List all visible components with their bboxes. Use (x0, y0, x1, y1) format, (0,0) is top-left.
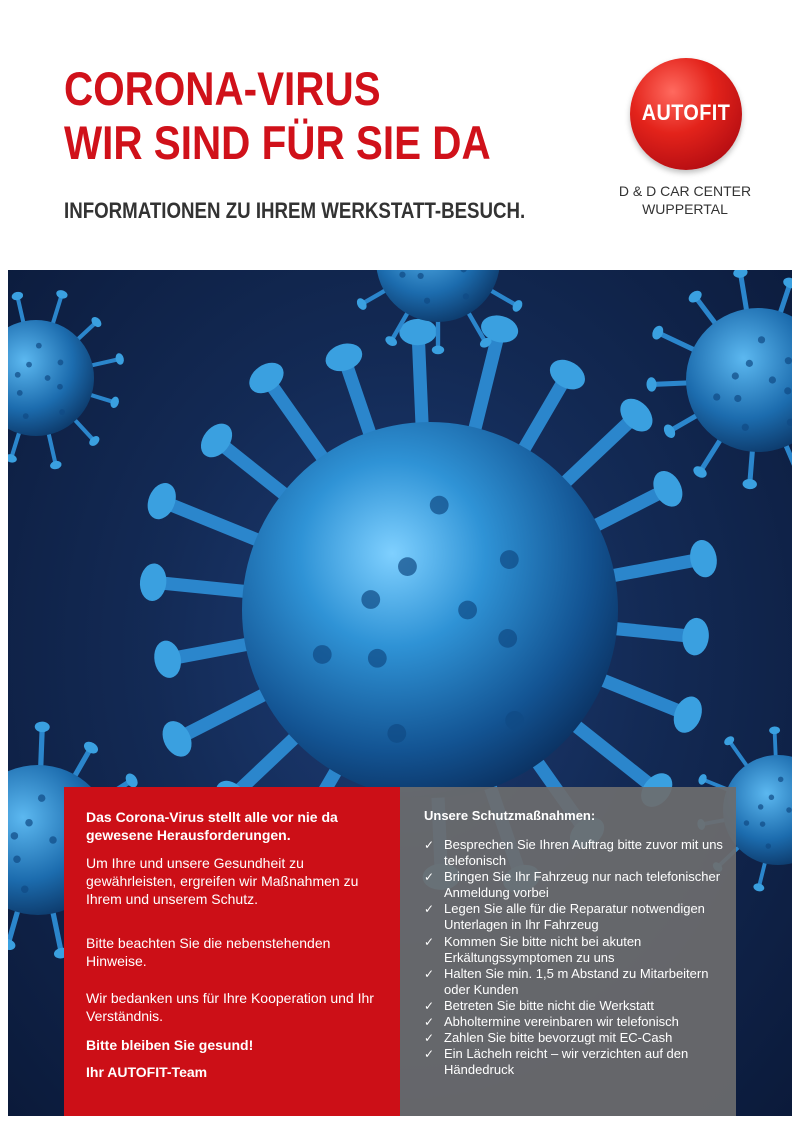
virus-surface-spot (463, 293, 469, 299)
check-icon: ✓ (424, 870, 435, 885)
virus-spike-tip (742, 478, 757, 489)
headline-line-2: WIR SIND FÜR SIE DA (64, 116, 491, 169)
virus-surface-spot (505, 711, 524, 730)
measure-item: ✓ Abholtermine vereinbaren wir telefonisch (424, 1014, 679, 1030)
virus-body (242, 422, 618, 798)
virus-spike (784, 441, 792, 482)
virus-surface-spot (769, 376, 776, 383)
virus-spike-tip (109, 396, 120, 409)
car-center-line-1: D & D CAR CENTER (618, 183, 752, 199)
virus-spike-tip (753, 882, 766, 892)
headline (64, 62, 491, 170)
virus-spike (600, 559, 703, 578)
virus-surface-spot (26, 362, 32, 368)
virus-spike-tip (769, 726, 780, 734)
virus-spike (88, 359, 120, 366)
car-center-name (600, 182, 770, 218)
virus-spike-tip (82, 739, 100, 756)
virus-spike-tip (384, 334, 399, 348)
virus-spike-tip (35, 721, 50, 732)
signature: Ihr AUTOFIT-Team (86, 1064, 208, 1080)
virus-spike-tip (55, 289, 68, 300)
virus-surface-spot (758, 804, 764, 810)
virus-surface-spot (387, 724, 406, 743)
virus-spike (266, 378, 330, 469)
virus-spike-tip (697, 773, 708, 786)
virus-surface-spot (11, 832, 18, 840)
virus-surface-spot (36, 343, 42, 349)
virus-spike (565, 718, 656, 790)
measure-item: ✓ Bringen Sie Ihr Fahrzeug nur nach telefonischer Anmeldung vorbei (424, 869, 721, 901)
virus-surface-spot (430, 496, 449, 515)
virus-spike-tip (432, 346, 444, 355)
virus-surface-spot (418, 273, 424, 279)
virus-surface-spot (23, 413, 29, 419)
virus-spike (590, 675, 688, 715)
virus-top-right (646, 270, 792, 490)
virus-surface-spot (15, 372, 21, 378)
virus-surface-spot (25, 819, 33, 827)
virus-spike (177, 689, 276, 739)
check-icon: ✓ (424, 902, 435, 917)
headline-line-1: CORONA-VIRUS (64, 62, 381, 115)
check-icon: ✓ (424, 1047, 435, 1062)
check-icon: ✓ (424, 934, 435, 949)
virus-spike (487, 289, 517, 306)
virus-surface-spot (361, 590, 380, 609)
virus-surface-spot (58, 360, 64, 366)
virus-surface-spot (368, 649, 387, 668)
virus-surface-spot (786, 807, 792, 813)
virus-surface-spot (766, 843, 772, 849)
virus-surface-spot (38, 794, 46, 802)
virus-surface-spot (732, 372, 739, 379)
virus-surface-spot (778, 777, 784, 783)
measures-list (424, 837, 724, 1078)
virus-surface-spot (398, 557, 417, 576)
check-icon: ✓ (424, 998, 435, 1013)
info-paragraph-2: Bitte beachten Sie die nebenstehenden Hinweise. (86, 935, 331, 969)
closing-line: Bitte bleiben Sie gesund! (86, 1037, 254, 1053)
measure-item: ✓ Legen Sie alle für die Reparatur notwendigen Unterlagen in Ihr Fahrzeug (424, 901, 705, 933)
virus-spike-tip (114, 352, 124, 365)
virus-surface-spot (758, 336, 765, 343)
virus-spike-tip (151, 638, 184, 680)
car-center-line-2: WUPPERTAL (642, 201, 728, 217)
check-icon: ✓ (424, 838, 435, 852)
measure-item: ✓ Halten Sie min. 1,5 m Abstand zu Mitarbeitern oder Kunden (424, 965, 709, 997)
measure-item: ✓ Zahlen Sie bitte bevorzugt mit EC-Cash (424, 1030, 673, 1046)
virus-spike-tip (511, 298, 525, 313)
virus-spike-tip (138, 562, 168, 602)
subheadline: INFORMATIONEN ZU IHREM WERKSTATT-BESUCH. (64, 198, 526, 223)
virus-spike-tip (646, 377, 657, 392)
virus-surface-spot (57, 384, 63, 390)
virus-surface-spot (17, 390, 23, 396)
virus-body (376, 270, 500, 322)
virus-spike (48, 430, 56, 465)
virus-spike (418, 332, 423, 437)
virus-surface-spot (784, 387, 791, 394)
virus-surface-spot (49, 836, 57, 844)
virus-surface-spot (734, 395, 741, 402)
virus-spike (52, 908, 61, 954)
virus-spike-tip (142, 479, 181, 524)
virus-spike (72, 417, 94, 441)
measures-title: Unsere Schutzmaßnahmen: (424, 808, 596, 823)
info-paragraph-1: Um Ihre und unsere Gesundheit zu gewährleisten, ergreifen wir Maßnahmen zu Ihrem und unserem Schutz. (86, 855, 359, 907)
measures-box (400, 787, 736, 1116)
virus-surface-spot (713, 393, 720, 400)
logo-text: AUTOFIT (641, 100, 731, 125)
virus-surface-spot (313, 645, 332, 664)
measure-item: ✓ Ein Lächeln reicht – wir verzichten auf den Händedruck (424, 1046, 689, 1078)
virus-spike (162, 501, 270, 545)
info-intro: Das Corona-Virus stellt alle vor nie da gewesene Herausforderungen. (86, 809, 338, 843)
virus-top-left (8, 289, 125, 471)
virus-spike (729, 741, 749, 769)
virus-surface-spot (742, 424, 749, 431)
virus-spike (700, 436, 723, 472)
virus-spike-tip (669, 692, 708, 737)
virus-spike (41, 727, 43, 771)
virus-spike (740, 273, 747, 315)
virus-spike-tip (49, 460, 62, 470)
virus-surface-spot (769, 795, 775, 801)
measure-item: ✓ Kommen Sie bitte nicht bei akuten Erkältungssymptomen zu uns (424, 933, 642, 965)
virus-spike-tip (322, 339, 366, 376)
virus-spike-tip (687, 538, 720, 580)
virus-surface-spot (458, 601, 477, 620)
autofit-logo (630, 58, 742, 170)
virus-spike-tip (681, 617, 711, 657)
check-icon: ✓ (424, 966, 435, 981)
virus-surface-spot (424, 298, 430, 304)
virus-spike-tip (11, 291, 24, 301)
virus-spike-tip (8, 937, 17, 951)
virus-surface-spot (760, 821, 766, 827)
virus-surface-spot (785, 357, 792, 364)
check-icon: ✓ (424, 1015, 435, 1030)
virus-spike (652, 383, 692, 385)
check-icon: ✓ (424, 1031, 435, 1046)
measure-item: ✓ Betreten Sie bitte nicht die Werkstatt (424, 997, 655, 1013)
virus-body (686, 308, 792, 452)
virus-surface-spot (498, 629, 517, 648)
virus-surface-spot (746, 360, 753, 367)
virus-surface-spot (500, 550, 519, 569)
info-paragraph-3: Wir bedanken uns für Ihre Kooperation und Ihr Verständnis. (86, 990, 374, 1024)
virus-surface-spot (21, 886, 29, 894)
virus-spike (153, 582, 258, 593)
virus-spike-tip (732, 270, 748, 279)
virus-surface-spot (13, 856, 21, 864)
virus-surface-spot (45, 375, 51, 381)
info-box (64, 787, 400, 1116)
measure-item: ✓ Besprechen Sie Ihren Auftrag bitte zuvor mit uns telefonisch (424, 837, 723, 869)
virus-spike (658, 333, 698, 352)
virus-surface-spot (59, 409, 65, 415)
virus-spike (556, 415, 637, 491)
virus-spike (52, 294, 62, 327)
virus-surface-spot (744, 820, 750, 826)
virus-surface-spot (399, 272, 405, 278)
